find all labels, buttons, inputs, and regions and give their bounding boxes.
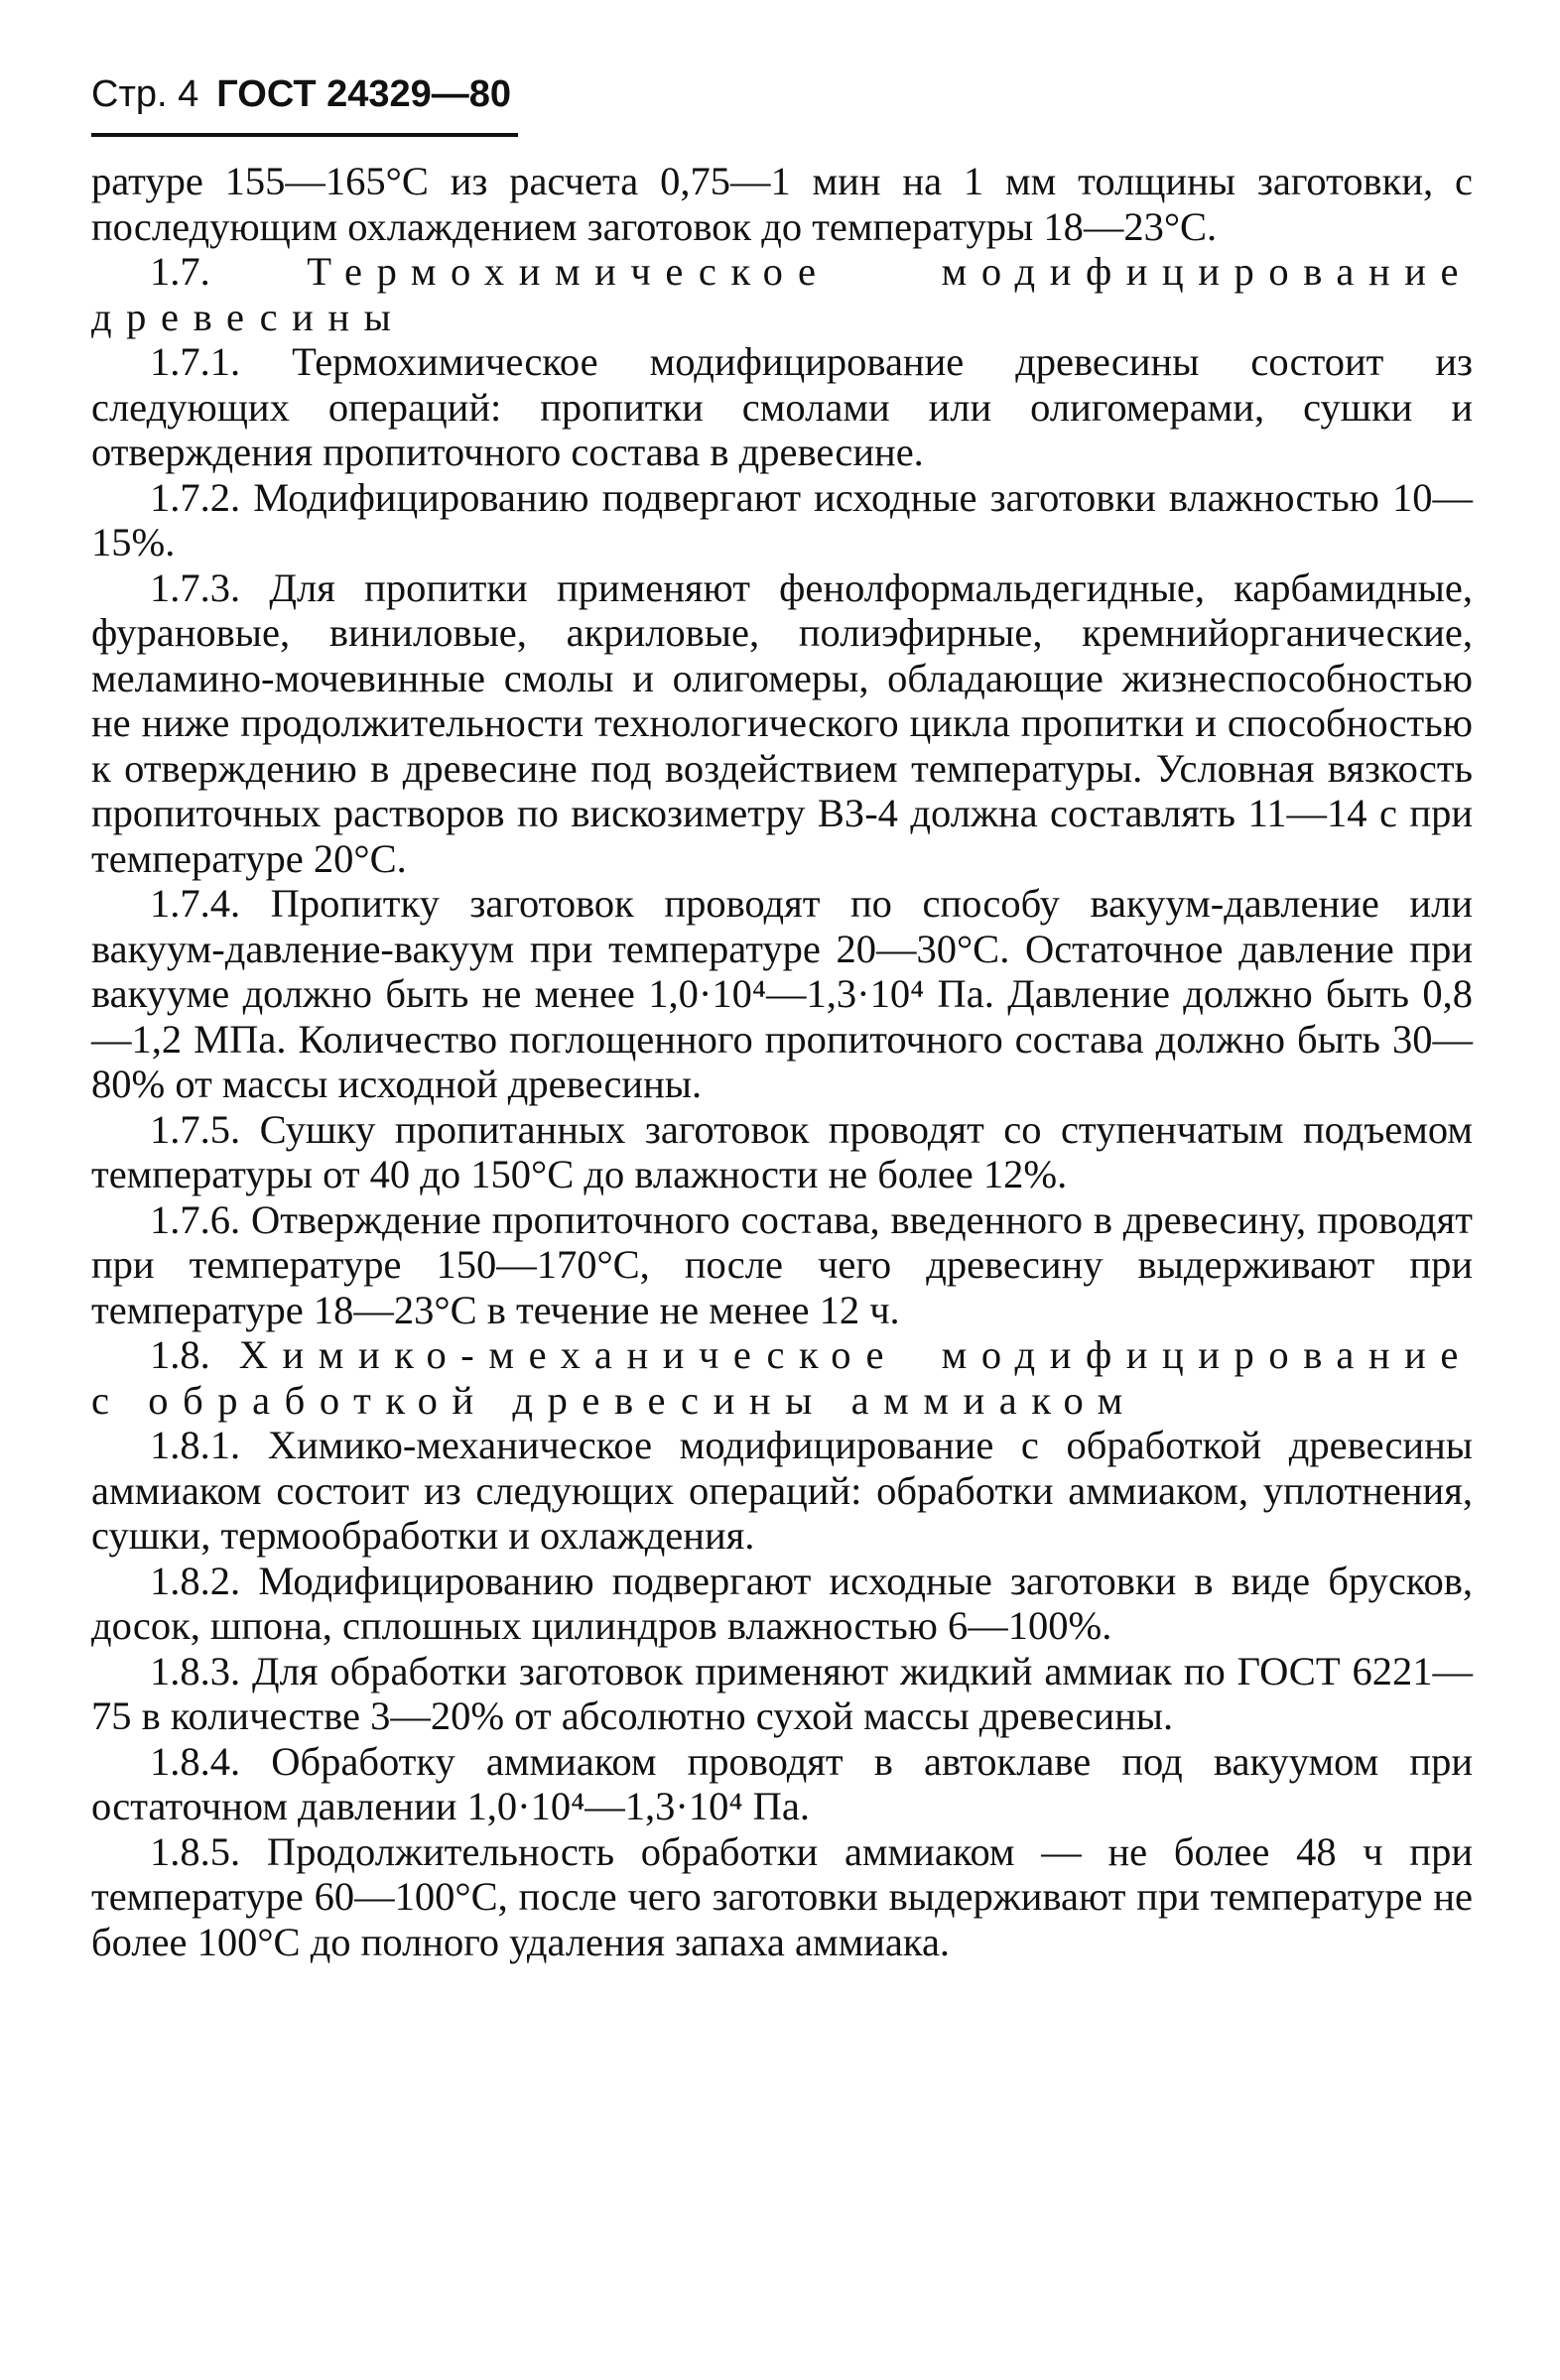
page-number: Стр. 4 [91, 73, 199, 115]
document-page [91, 71, 1473, 1964]
section-heading-1-8 [91, 1332, 1473, 1423]
section-number: 1.8. [150, 1332, 210, 1377]
section-number: 1.7. [150, 249, 210, 294]
page-header [91, 71, 518, 137]
paragraph-1-8-2: 1.8.2. Модифицированию подвергают исходные заготовки в виде брусков, досок, шпона, сплошных цилиндров влажностью 6—100%. [91, 1558, 1473, 1648]
paragraph-continuation: ратуре 155—165°С из расчета 0,75—1 мин на 1 мм толщины заготовки, с последующим охлаждением заготовок до температуры 18—23°С. [91, 159, 1473, 249]
paragraph-1-8-4: 1.8.4. Обработку аммиаком проводят в автоклаве под вакуумом при остаточном давлении 1,0·10⁴—1,3·10⁴ Па. [91, 1738, 1473, 1828]
paragraph-1-8-1: 1.8.1. Химико-механическое модифицирование с обработкой древесины аммиаком состоит из следующих операций: обработки аммиаком, уплотнения, сушки, термообработки и охлаждения. [91, 1423, 1473, 1558]
body-text [91, 159, 1473, 1964]
paragraph-1-7-3: 1.7.3. Для пропитки применяют фенолформальдегидные, карбамидные, фурановые, виниловые, акриловые, полиэфирные, кремнийорганические, меламино-мочевинные смолы и олигомеры, обладающие жизнеспособностью не ниже продолжительности технологического цикла пропитки и способностью к отверждению в древесине под воздействием температуры. Условная вязкость пропиточных растворов по вискозиметру ВЗ-4 должна составлять 11—14 с при температуре 20°С. [91, 564, 1473, 881]
paragraph-1-8-5: 1.8.5. Продолжительность обработки аммиаком — не более 48 ч при температуре 60—100°С, после чего заготовки выдерживают при температуре не более 100°С до полного удаления запаха аммиака. [91, 1828, 1473, 1964]
standard-number: ГОСТ 24329—80 [216, 73, 512, 115]
paragraph-1-7-6: 1.7.6. Отверждение пропиточного состава, введенного в древесину, проводят при температуре 150—170°С, после чего древесину выдерживают при температуре 18—23°С в течение не менее 12 ч. [91, 1196, 1473, 1332]
paragraph-1-7-2: 1.7.2. Модифицированию подвергают исходные заготовки влажностью 10—15%. [91, 474, 1473, 564]
paragraph-1-8-3: 1.8.3. Для обработки заготовок применяют жидкий аммиак по ГОСТ 6221—75 в количестве 3—20% от абсолютно сухой массы древесины. [91, 1648, 1473, 1738]
paragraph-1-7-5: 1.7.5. Сушку пропитанных заготовок проводят со ступенчатым подъемом температуры от 40 до 150°С до влажности не более 12%. [91, 1106, 1473, 1196]
section-title: Термохимическое модифицирование древесины [91, 249, 1474, 339]
paragraph-1-7-4: 1.7.4. Пропитку заготовок проводят по способу вакуум-давление или вакуум-давление-вакуум при температуре 20—30°С. Остаточное давление при вакууме должно быть не менее 1,0·10⁴—1,3·10⁴ Па. Давление должно быть 0,8—1,2 МПа. Количество поглощенного пропиточного состава должно быть 30—80% от массы исходной древесины. [91, 881, 1473, 1106]
paragraph-1-7-1: 1.7.1. Термохимическое модифицирование древесины состоит из следующих операций: пропитки смолами или олигомерами, сушки и отверждения пропиточного состава в древесине. [91, 339, 1473, 474]
section-title: Химико-механическое модифицирование с обработкой древесины аммиаком [91, 1332, 1473, 1423]
section-heading-1-7 [91, 249, 1473, 339]
